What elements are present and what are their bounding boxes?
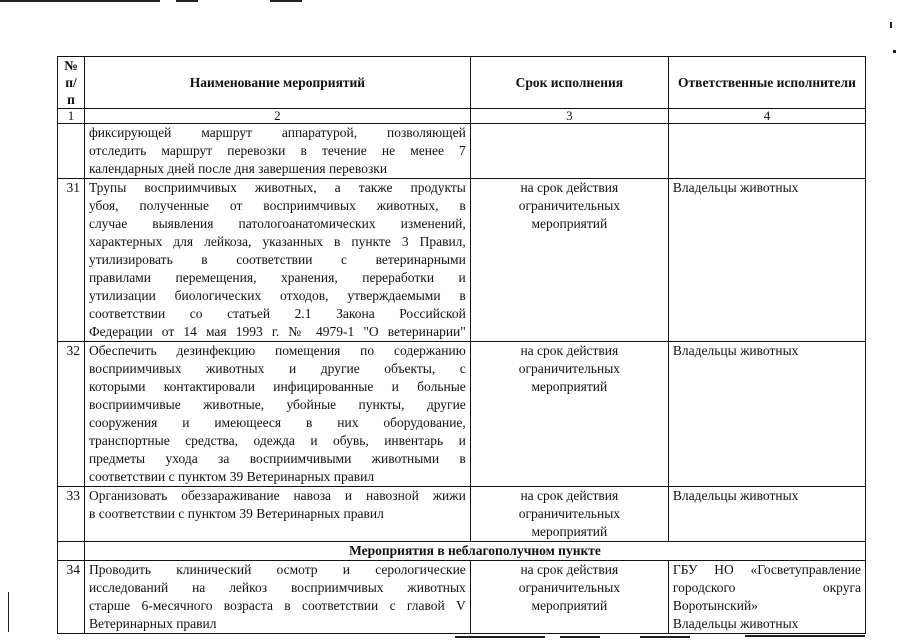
scan-mark-bottom1: [455, 636, 545, 638]
table-row-31: [58, 179, 866, 342]
header-resp: Ответственные исполнители: [668, 57, 865, 109]
header-name: Наименование мероприятий: [84, 57, 470, 109]
term-text: на срок действия ограничительных мероприятий: [470, 342, 668, 487]
scan-mark-left-edge: [8, 592, 9, 632]
measures-table: [57, 56, 866, 634]
section-title: Мероприятия в неблагополучном пункте: [84, 542, 865, 561]
table-row-32: [58, 342, 866, 487]
scan-mark-bottom4: [745, 635, 865, 637]
scan-mark-top-left: [0, 0, 160, 2]
index-4: 4: [668, 109, 865, 124]
responsible-text: Владельцы животных: [668, 487, 865, 542]
scan-mark-right-dot: [890, 22, 892, 28]
table-header-row: [58, 57, 866, 109]
responsible-text: Владельцы животных: [668, 179, 865, 342]
term-text: на срок действия ограничительных мероприятий: [470, 561, 668, 634]
header-num: № п/п: [58, 57, 85, 109]
scan-mark-top-mid: [176, 0, 198, 2]
term-text: на срок действия ограничительных мероприятий: [470, 179, 668, 342]
term-text: на срок действия ограничительных мероприятий: [470, 487, 668, 542]
row-number: 34: [58, 561, 85, 634]
row-number: 31: [58, 179, 85, 342]
header-term: Срок исполнения: [470, 57, 668, 109]
scan-mark-top-mid2: [270, 0, 302, 2]
table-row-33: [58, 487, 866, 542]
row-number: 32: [58, 342, 85, 487]
measure-text: Организовать обеззараживание навоза и навозной жижи в соответствии с пунктом 39 Ветеринарных правил: [84, 487, 470, 542]
scan-mark-bottom2: [560, 636, 600, 638]
index-row: [58, 109, 866, 124]
index-3: 3: [470, 109, 668, 124]
measure-text: Обеспечить дезинфекцию помещения по содержанию восприимчивых животных и другие объекты, с которыми контактировали инфицированные и больные восприимчивые животные, убойные пункты, другие сооружения и имеющееся в них оборудование, транспортные средства, одежда и обувь, инвентарь и предметы ухода за восприимчивыми животными в соответствии с пунктом 39 Ветеринарных правил: [84, 342, 470, 487]
section-row: [58, 542, 866, 561]
scan-mark-right-dot2: [893, 50, 896, 53]
scan-mark-bottom3: [640, 636, 690, 638]
continuation-text: фиксирующей маршрут аппаратурой, позволяющей отследить маршрут перевозки в течение не менее 7 календарных дней после дня завершения перевозки: [84, 124, 470, 179]
table-row-continuation: [58, 124, 866, 179]
index-2: 2: [84, 109, 470, 124]
table-row-34: [58, 561, 866, 634]
responsible-text: ГБУ НО «Госветуправление городского округа Воротынский» Владельцы животных: [668, 561, 865, 634]
measure-text: Трупы восприимчивых животных, а также продукты убоя, полученные от восприимчивых животных, в случае выявления патологоанатомических изменений, характерных для лейкоза, указанных в пункте 3 Правил, утилизировать в соответствии с ветеринарными правилами перемещения, хранения, переработки и утилизации биологических отходов, утверждаемыми в соответствии со статьей 2.1 Закона Российской Федерации от 14 мая 1993 г. № 4979-1 "О ветеринарии": [84, 179, 470, 342]
index-1: 1: [58, 109, 85, 124]
measure-text: Проводить клинический осмотр и серологические исследований на лейкоз восприимчивых животных старше 6-месячного возраста в соответствии с главой V Ветеринарных правил: [84, 561, 470, 634]
responsible-text: Владельцы животных: [668, 342, 865, 487]
row-number: 33: [58, 487, 85, 542]
